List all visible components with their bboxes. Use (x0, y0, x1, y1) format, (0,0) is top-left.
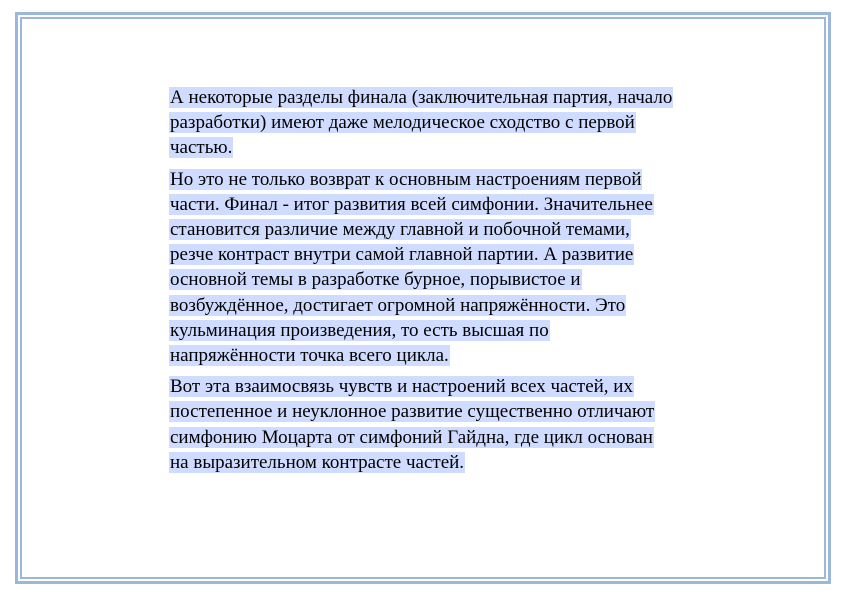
paragraph-3-text: Вот эта взаимосвязь чувств и настроений всех частей, их постепенное и неуклонное развитие существенно отличают симфонию Моцарта от симфоний Гайдна, где цикл основан на выразительном контрасте частей. (170, 376, 655, 473)
slide-text-block (169, 85, 674, 475)
paragraph-2 (169, 167, 674, 369)
paragraph-3 (169, 374, 674, 475)
paragraph-2-text: Но это не только возврат к основным настроениям первой части. Финал - итог развития всей симфонии. Значительнее становится различие между главной и побочной темами, резче контраст внутри самой главной партии. А развитие основной темы в разработке бурное, порывистое и возбуждённое, достигает огромной напряжённости. Это кульминация произведения, то есть высшая по напряжённости точка всего цикла. (170, 168, 653, 367)
paragraph-1-text: А некоторые разделы финала (заключительная партия, начало разработки) имеют даже мелодическое сходство с первой частью. (170, 87, 673, 159)
paragraph-1 (169, 85, 674, 161)
